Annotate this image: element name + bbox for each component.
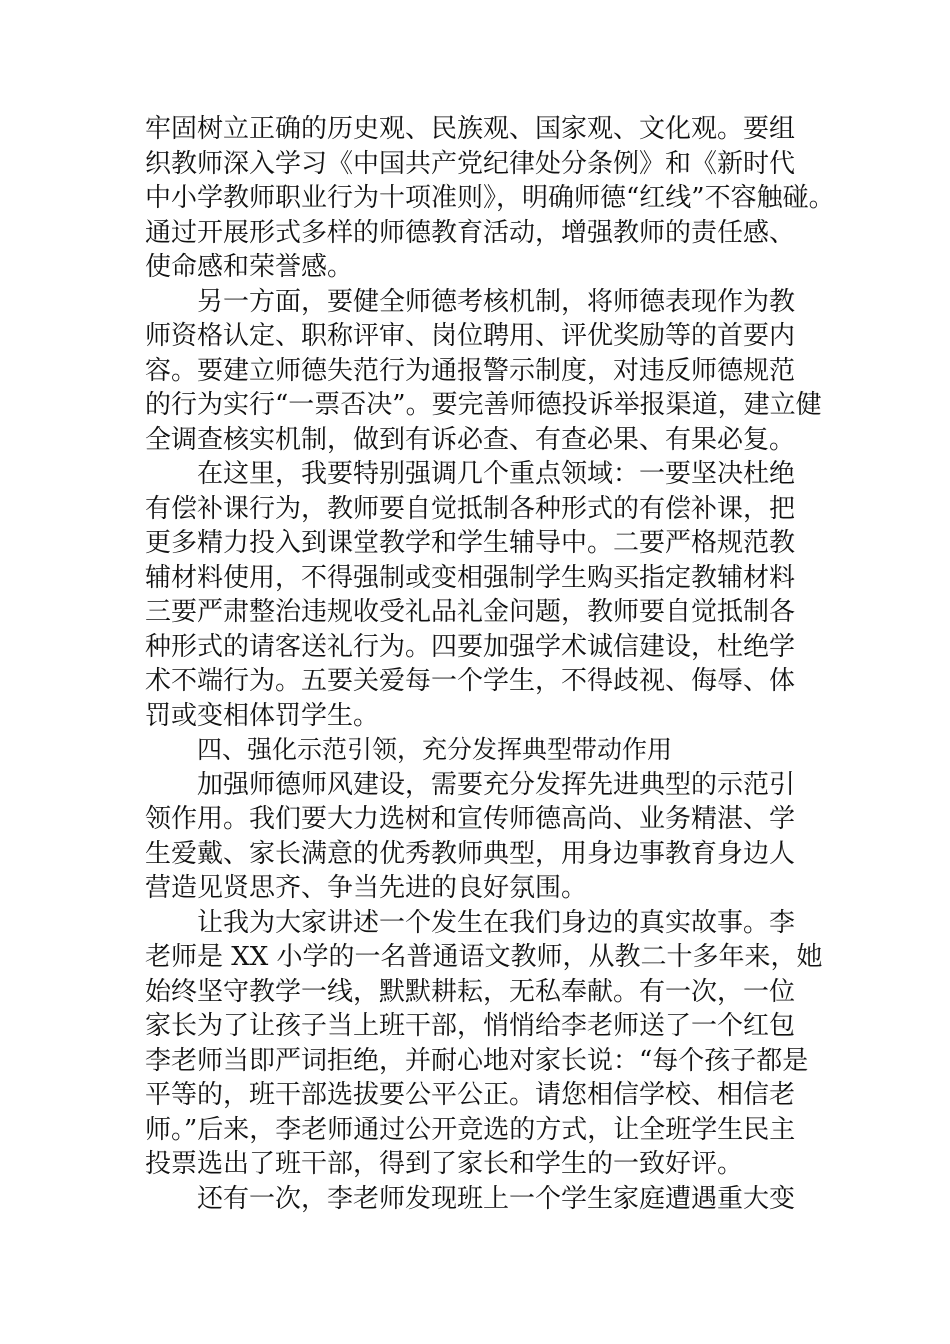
text-line: 牢固树立正确的历史观、民族观、国家观、文化观。要组	[145, 114, 796, 144]
text-line: 通过开展形式多样的师德教育活动，增强教师的责任感、	[145, 217, 796, 248]
text-line: 师。”后来，李老师通过公开竞选的方式，让全班学生民主	[145, 1114, 796, 1145]
text-line: 加强师德师风建设，需要充分发挥先进典型的示范引	[197, 769, 796, 800]
text-line: 家长为了让孩子当上班干部，悄悄给李老师送了一个红包	[145, 1011, 796, 1041]
document-body	[145, 112, 835, 1216]
text-line: 营造见贤思齐、争当先进的良好氛围。	[145, 873, 588, 903]
text-line: 术不端行为。五要关爱每一个学生，不得歧视、侮辱、体	[145, 666, 796, 696]
text-line: 李老师当即严词拒绝，并耐心地对家长说：“每个孩子都是	[145, 1045, 809, 1076]
text-line: 三要严肃整治违规收受礼品礼金问题，教师要自觉抵制各	[145, 597, 796, 627]
text-line: 平等的，班干部选拔要公平公正。请您相信学校、相信老	[145, 1080, 796, 1110]
text-line: 织教师深入学习《中国共产党纪律处分条例》和《新时代	[145, 148, 796, 179]
text-line: 使命感和荣誉感。	[145, 252, 354, 282]
text-line: 还有一次，李老师发现班上一个学生家庭遭遇重大变	[197, 1183, 796, 1214]
text-line: 生爱戴、家长满意的优秀教师典型，用身边事教育身边人	[145, 838, 796, 869]
text-line: 全调查核实机制，做到有诉必查、有查必果、有果必复。	[145, 424, 796, 455]
text-line: 在这里，我要特别强调几个重点领域：一要坚决杜绝	[197, 459, 796, 489]
text-line: 领作用。我们要大力选树和宣传师德高尚、业务精湛、学	[145, 804, 796, 834]
text-line: 师资格认定、职称评审、岗位聘用、评优奖励等的首要内	[145, 321, 796, 351]
text-line: 种形式的请客送礼行为。四要加强学术诚信建设，杜绝学	[145, 631, 796, 662]
text-line: 罚或变相体罚学生。	[145, 700, 380, 731]
text-line: 中小学教师职业行为十项准则》，明确师德“红线”不容触碰。	[145, 183, 835, 213]
text-line: 的行为实行“一票否决”。要完善师德投诉举报渠道，建立健	[145, 390, 822, 420]
text-line: 辅材料使用，不得强制或变相强制学生购买指定教辅材料	[145, 562, 796, 593]
text-line: 有偿补课行为，教师要自觉抵制各种形式的有偿补课，把	[145, 493, 796, 524]
text-line: 更多精力投入到课堂教学和学生辅导中。二要严格规范教	[145, 528, 796, 558]
text-line: 始终坚守教学一线，默默耕耘，无私奉献。有一次，一位	[145, 976, 796, 1007]
text-line: 老师是 XX 小学的一名普通语文教师，从教二十多年来，她	[145, 942, 823, 972]
section-heading: 四、强化示范引领，充分发挥典型带动作用	[197, 735, 673, 764]
text-line: 让我为大家讲述一个发生在我们身边的真实故事。李	[197, 907, 796, 938]
text-line: 投票选出了班干部，得到了家长和学生的一致好评。	[145, 1149, 744, 1179]
text-line: 容。要建立师德失范行为通报警示制度，对违反师德规范	[145, 355, 796, 386]
text-line: 另一方面，要健全师德考核机制，将师德表现作为教	[197, 286, 796, 317]
